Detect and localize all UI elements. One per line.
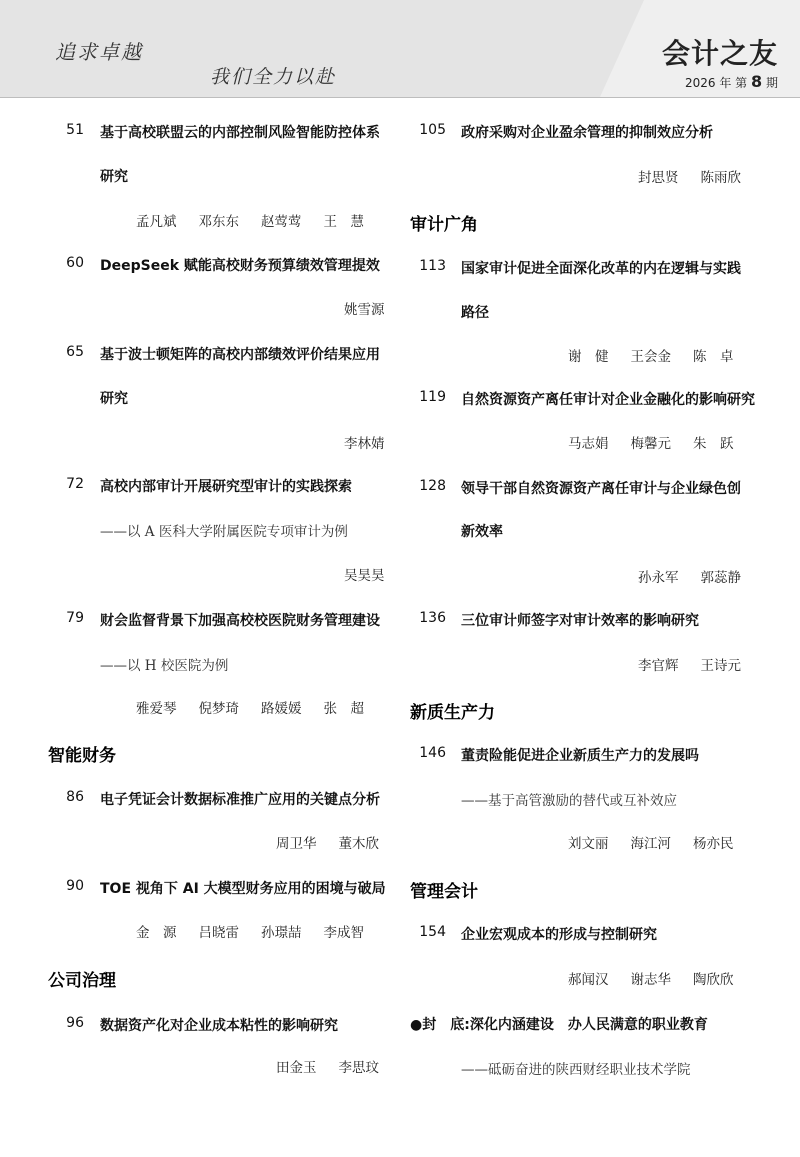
entry-authors — [616, 166, 741, 186]
author: 陈雨欣 — [700, 170, 741, 186]
author: 李成智 — [323, 925, 364, 941]
entry-authors — [114, 697, 364, 717]
issue-prefix: 2026 年 第 — [685, 76, 748, 90]
author: 邓东东 — [198, 214, 239, 230]
author: 孟凡斌 — [136, 214, 177, 230]
entry-authors — [546, 432, 734, 452]
author: 郝闻汉 — [568, 972, 609, 988]
author: 马志娟 — [568, 436, 609, 452]
author: 吴昊昊 — [344, 568, 385, 584]
issue-info — [685, 72, 778, 91]
entry-page-number: 113 — [419, 258, 446, 274]
author: 姚雪源 — [344, 302, 385, 318]
entry-authors — [322, 298, 385, 318]
entry-authors — [616, 566, 741, 586]
author: 王会金 — [630, 349, 671, 365]
slogan-1: 追求卓越 — [55, 40, 143, 64]
entry-page-number: 90 — [66, 878, 84, 894]
author: 田金玉 — [276, 1060, 317, 1076]
author: 梅馨元 — [630, 436, 671, 452]
entry-page-number: 79 — [66, 610, 84, 626]
entry-title[interactable]: 领导干部自然资源资产离任审计与企业绿色创 — [461, 481, 741, 497]
entry-title[interactable]: 基于高校联盟云的内部控制风险智能防控体系 — [100, 125, 380, 141]
entry-title[interactable]: 财会监督背景下加强高校校医院财务管理建设 — [100, 613, 380, 629]
entry-authors — [114, 210, 364, 230]
author: 李林婧 — [344, 436, 385, 452]
entry-page-number: 119 — [419, 389, 446, 405]
entry-title-cont[interactable]: 研究 — [100, 169, 128, 185]
entry-page-number: 86 — [66, 789, 84, 805]
back-cover-subtitle: ——砥砺奋进的陕西财经职业技术学院 — [461, 1062, 691, 1078]
entry-authors — [114, 921, 364, 941]
author: 金 源 — [136, 925, 177, 941]
author: 谢 健 — [568, 349, 609, 365]
back-cover-title[interactable]: ●封 底:深化内涵建设 办人民满意的职业教育 — [410, 1017, 708, 1033]
author: 雅爱琴 — [136, 701, 177, 717]
entry-page-number: 51 — [66, 122, 84, 138]
entry-title[interactable]: 企业宏观成本的形成与控制研究 — [461, 927, 657, 943]
entry-title[interactable]: 三位审计师签字对审计效率的影响研究 — [461, 613, 699, 629]
author: 倪梦琦 — [198, 701, 239, 717]
entry-page-number: 128 — [419, 478, 446, 494]
entry-page-number: 146 — [419, 745, 446, 761]
author: 孙永军 — [638, 570, 679, 586]
author: 封思贤 — [638, 170, 679, 186]
author: 孙璟喆 — [261, 925, 302, 941]
entry-title[interactable]: 电子凭证会计数据标准推广应用的关键点分析 — [100, 792, 380, 808]
entry-subtitle: ——以 A 医科大学附属医院专项审计为例 — [100, 524, 348, 540]
author: 朱 跃 — [693, 436, 734, 452]
entry-authors — [254, 1056, 379, 1076]
entry-authors — [322, 432, 385, 452]
author: 路媛媛 — [261, 701, 302, 717]
section-heading: 公司治理 — [48, 971, 116, 991]
entry-subtitle: ——以 H 校医院为例 — [100, 658, 229, 674]
entry-authors — [254, 832, 379, 852]
section-heading: 智能财务 — [48, 746, 116, 766]
entry-title[interactable]: TOE 视角下 AI 大模型财务应用的困境与破局 — [100, 881, 386, 897]
magazine-title: 会计之友 — [661, 37, 778, 70]
issue-number: 8 — [751, 72, 763, 91]
author: 李官辉 — [638, 658, 679, 674]
issue-suffix: 期 — [765, 76, 778, 90]
entry-title[interactable]: 国家审计促进全面深化改革的内在逻辑与实践 — [461, 261, 741, 277]
entry-page-number: 136 — [419, 610, 446, 626]
entry-title[interactable]: 基于波士顿矩阵的高校内部绩效评价结果应用 — [100, 347, 380, 363]
author: 谢志华 — [630, 972, 671, 988]
author: 陈 卓 — [693, 349, 734, 365]
entry-page-number: 96 — [66, 1015, 84, 1031]
entry-title[interactable]: 数据资产化对企业成本粘性的影响研究 — [100, 1018, 338, 1034]
author: 周卫华 — [276, 836, 317, 852]
entry-page-number: 105 — [419, 122, 446, 138]
entry-title-cont[interactable]: 新效率 — [461, 524, 503, 540]
entry-page-number: 72 — [66, 476, 84, 492]
entry-title-cont[interactable]: 路径 — [461, 305, 489, 321]
author: 海江河 — [630, 836, 671, 852]
author: 吕晓雷 — [198, 925, 239, 941]
section-heading: 审计广角 — [410, 215, 478, 235]
entry-title[interactable]: 政府采购对企业盈余管理的抑制效应分析 — [461, 125, 713, 141]
entry-authors — [546, 345, 734, 365]
entry-page-number: 60 — [66, 255, 84, 271]
page-header — [0, 0, 800, 98]
entry-title[interactable]: 自然资源资产离任审计对企业金融化的影响研究 — [461, 392, 755, 408]
entry-authors — [546, 832, 734, 852]
author: 张 超 — [323, 701, 364, 717]
author: 董木欣 — [338, 836, 379, 852]
author: 赵莺莺 — [261, 214, 302, 230]
entry-title[interactable]: 高校内部审计开展研究型审计的实践探索 — [100, 479, 352, 495]
entry-authors — [546, 968, 734, 988]
entry-subtitle: ——基于高管激励的替代或互补效应 — [461, 793, 677, 809]
author: 李思玟 — [338, 1060, 379, 1076]
entry-authors — [616, 654, 741, 674]
author: 杨亦民 — [693, 836, 734, 852]
entry-authors — [322, 564, 385, 584]
section-heading: 管理会计 — [410, 882, 478, 902]
entry-page-number: 154 — [419, 924, 446, 940]
author: 刘文丽 — [568, 836, 609, 852]
entry-page-number: 65 — [66, 344, 84, 360]
entry-title[interactable]: DeepSeek 赋能高校财务预算绩效管理提效 — [100, 258, 380, 274]
author: 郭蕊静 — [700, 570, 741, 586]
slogan-2: 我们全力以赴 — [210, 66, 337, 88]
entry-title[interactable]: 董责险能促进企业新质生产力的发展吗 — [461, 748, 699, 764]
section-heading: 新质生产力 — [410, 703, 495, 723]
author: 王诗元 — [700, 658, 741, 674]
author: 王 慧 — [323, 214, 364, 230]
entry-title-cont[interactable]: 研究 — [100, 391, 128, 407]
author: 陶欣欣 — [693, 972, 734, 988]
